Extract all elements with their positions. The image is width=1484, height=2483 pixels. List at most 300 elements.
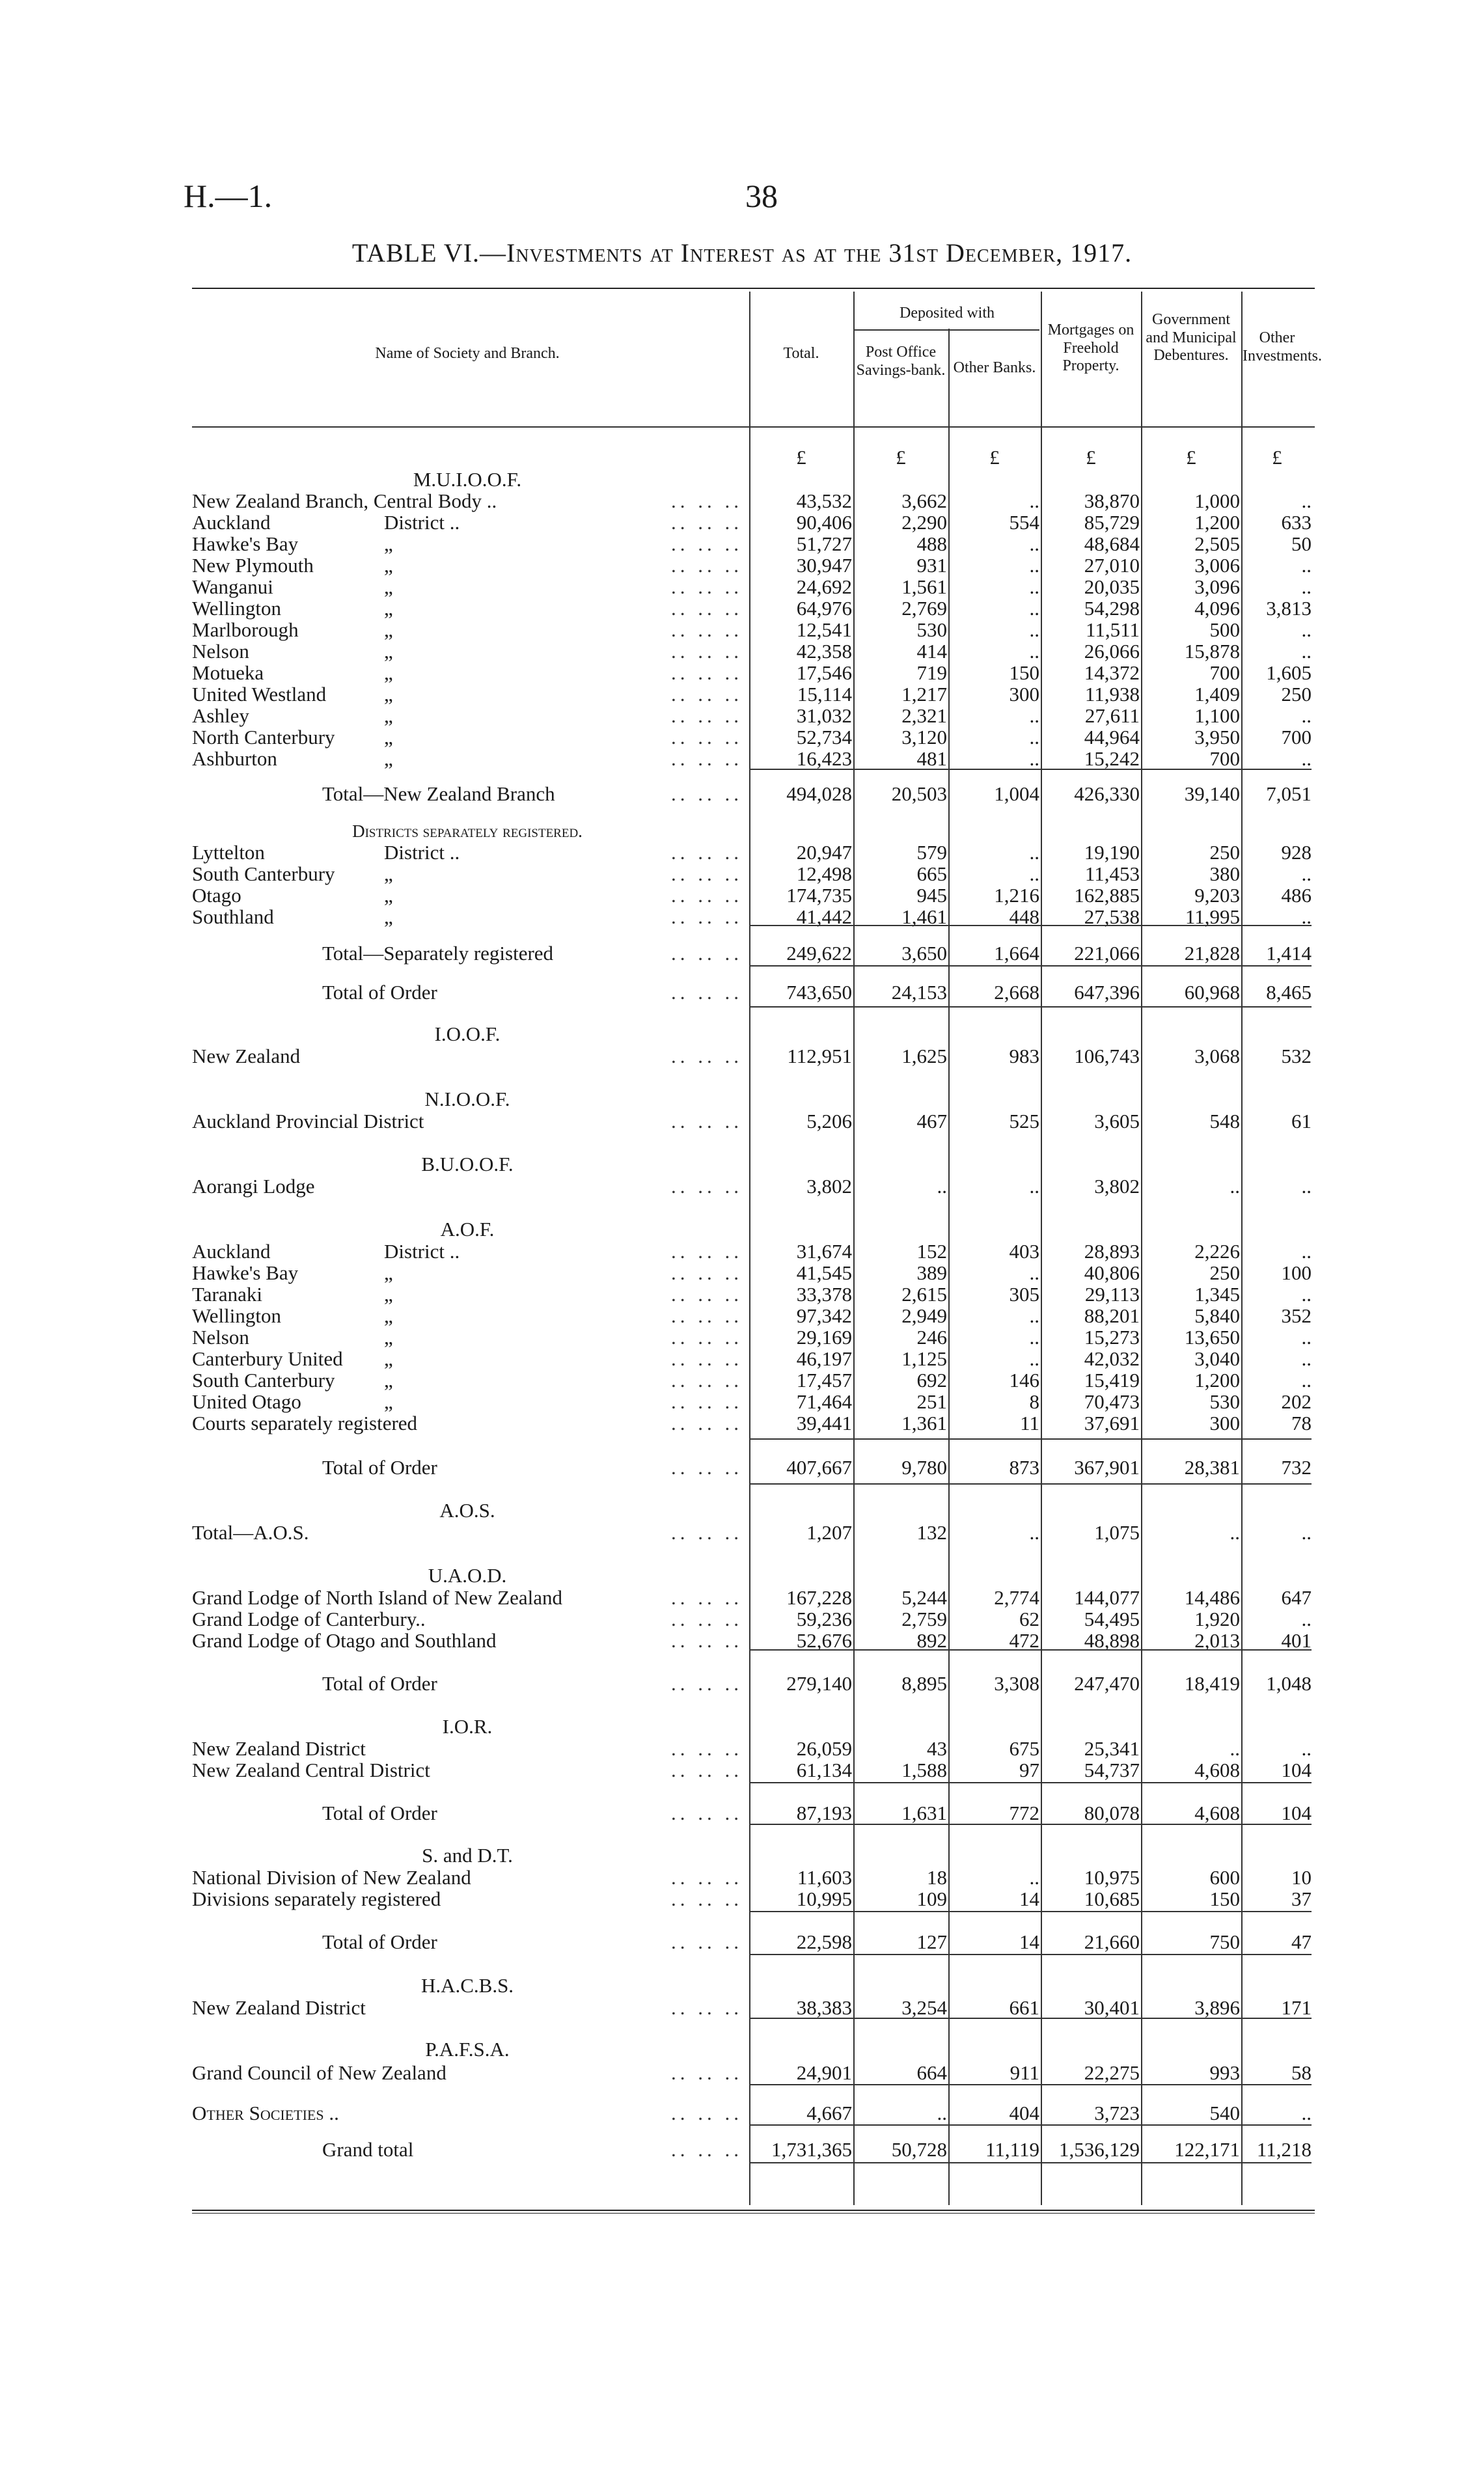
heading-text: I.O.O.F. xyxy=(434,1022,501,1045)
table-cell: 1,605 xyxy=(1266,661,1312,684)
leader-dots: .. .. .. xyxy=(671,511,743,534)
table-row xyxy=(192,842,1315,864)
table-row xyxy=(192,1262,1315,1284)
table-cell: 647 xyxy=(1281,1586,1312,1609)
table-cell: 17,546 xyxy=(796,661,852,684)
table-row xyxy=(192,1241,1315,1263)
table-cell: 3,802 xyxy=(806,1175,852,1198)
table-cell: 732 xyxy=(1281,1456,1312,1479)
heading-text: H.A.C.B.S. xyxy=(420,1974,514,1997)
table-cell: 2,759 xyxy=(901,1608,947,1630)
table-cell: 52,676 xyxy=(796,1629,852,1652)
table-row xyxy=(192,2102,1315,2124)
table-cell: 70,473 xyxy=(1084,1390,1140,1413)
table-cell: .. xyxy=(1230,1175,1240,1198)
table-cell: 14 xyxy=(1019,1930,1039,1953)
table-cell: .. xyxy=(1230,1737,1240,1760)
table-cell: 97,342 xyxy=(796,1304,852,1327)
table-cell: 692 xyxy=(916,1369,947,1392)
table-cell: 37,691 xyxy=(1084,1412,1140,1434)
table-row xyxy=(192,885,1315,907)
society-heading xyxy=(192,1153,1315,1175)
table-cell: .. xyxy=(1301,905,1312,928)
leader-dots: .. .. .. xyxy=(671,1304,743,1327)
table-cell: 305 xyxy=(1009,1283,1039,1306)
leader-dots: .. .. .. xyxy=(671,841,743,864)
table-cell: 250 xyxy=(1209,1261,1240,1284)
table-cell: 488 xyxy=(916,532,947,555)
table-cell: 109 xyxy=(916,1887,947,1910)
row-label: Auckland xyxy=(192,1240,271,1263)
table-cell: 16,423 xyxy=(796,747,852,770)
row-label: Motueka xyxy=(192,661,264,684)
table-cell: 1,414 xyxy=(1266,942,1312,965)
table-cell: .. xyxy=(1301,554,1312,577)
col-other: Other Investments. xyxy=(1243,329,1322,364)
row-label: Wellington xyxy=(192,1304,281,1327)
table-cell: 29,113 xyxy=(1084,1283,1140,1306)
sum-rule xyxy=(750,1438,1312,1440)
leader-dots: .. .. .. xyxy=(671,1521,743,1544)
table-cell: .. xyxy=(1029,841,1039,864)
leader-dots: .. .. .. xyxy=(671,1326,743,1349)
table-cell: 48,898 xyxy=(1084,1629,1140,1652)
col-total: Total. xyxy=(783,345,819,362)
table-cell: 48,684 xyxy=(1084,532,1140,555)
heading-text: U.A.O.D. xyxy=(428,1564,507,1587)
row-label: Ashburton xyxy=(192,747,277,770)
col-government: Government and Municipal Debentures. xyxy=(1146,311,1237,364)
table-cell: 24,692 xyxy=(796,575,852,598)
heading-text: N.I.O.O.F. xyxy=(424,1088,510,1110)
table-cell: .. xyxy=(937,2102,947,2124)
table-cell: 3,723 xyxy=(1094,2102,1140,2124)
table-cell: 743,650 xyxy=(786,981,852,1004)
leader-dots: .. .. .. xyxy=(671,1759,743,1781)
row-label: Wanganui xyxy=(192,575,273,598)
table-cell: 1,731,365 xyxy=(771,2138,852,2161)
table-cell: 530 xyxy=(916,618,947,641)
total-row xyxy=(192,1802,1315,1824)
row-label: South Canterbury xyxy=(192,1369,335,1392)
row-district: „ xyxy=(384,575,393,598)
society-heading xyxy=(192,1218,1315,1241)
sum-rule xyxy=(750,1782,1312,1783)
table-row xyxy=(192,1283,1315,1306)
table-cell: 750 xyxy=(1209,1930,1240,1953)
table-cell: 2,226 xyxy=(1194,1240,1240,1263)
leader-dots: .. .. .. xyxy=(671,2061,743,2084)
table-cell: 1,345 xyxy=(1194,1283,1240,1306)
table-row xyxy=(192,576,1315,598)
leader-dots: .. .. .. xyxy=(671,597,743,620)
table-row xyxy=(192,2062,1315,2084)
table-cell: 171 xyxy=(1281,1996,1312,2019)
table-row xyxy=(192,705,1315,727)
table-cell: .. xyxy=(1029,489,1039,512)
table-cell: 300 xyxy=(1009,683,1039,706)
row-district: „ xyxy=(384,618,393,641)
table-cell: .. xyxy=(1029,532,1039,555)
table-cell: 106,743 xyxy=(1074,1045,1140,1067)
table-cell: .. xyxy=(1029,862,1039,885)
table-cell: 1,200 xyxy=(1194,1369,1240,1392)
table-cell: 389 xyxy=(916,1261,947,1284)
table-cell: 152 xyxy=(916,1240,947,1263)
table-cell: 579 xyxy=(916,841,947,864)
leader-dots: .. .. .. xyxy=(671,1240,743,1263)
table-cell: 4,608 xyxy=(1194,1802,1240,1824)
table-cell: 1,200 xyxy=(1194,511,1240,534)
table-cell: 112,951 xyxy=(787,1045,852,1067)
leader-dots: .. .. .. xyxy=(671,1802,743,1824)
total-row xyxy=(192,1457,1315,1479)
table-cell: 39,140 xyxy=(1184,782,1240,805)
table-cell: 3,813 xyxy=(1266,597,1312,620)
table-cell: 31,674 xyxy=(796,1240,852,1263)
heading-text: B.U.O.O.F. xyxy=(421,1153,514,1175)
row-label: Aorangi Lodge xyxy=(192,1175,315,1198)
table-cell: .. xyxy=(1301,1283,1312,1306)
row-district: „ xyxy=(384,532,393,555)
table-cell: .. xyxy=(1301,618,1312,641)
table-cell: 401 xyxy=(1281,1629,1312,1652)
leader-dots: .. .. .. xyxy=(671,782,743,805)
table-cell: 246 xyxy=(916,1326,947,1349)
table-cell: 1,920 xyxy=(1194,1608,1240,1630)
table-cell: 2,769 xyxy=(901,597,947,620)
leader-dots: .. .. .. xyxy=(671,2138,743,2161)
table-cell: 3,254 xyxy=(901,1996,947,2019)
society-heading xyxy=(192,469,1315,491)
sum-rule xyxy=(750,2018,1312,2019)
sum-rule xyxy=(750,1824,1312,1825)
table-title-year: 1917. xyxy=(1070,238,1133,268)
table-row xyxy=(192,662,1315,684)
table-cell: .. xyxy=(1029,1175,1039,1198)
society-heading xyxy=(192,2038,1315,2061)
table-cell: 928 xyxy=(1281,841,1312,864)
table-cell: 54,495 xyxy=(1084,1608,1140,1630)
table-cell: 1,216 xyxy=(994,884,1039,907)
row-district: „ xyxy=(384,1369,393,1392)
unit-cell: £ xyxy=(1272,446,1282,469)
table-cell: 38,383 xyxy=(796,1996,852,2019)
table-row xyxy=(192,683,1315,706)
col-name: Name of Society and Branch. xyxy=(375,345,560,362)
row-label: Nelson xyxy=(192,640,249,663)
sum-rule xyxy=(750,1911,1312,1912)
table-cell: 5,840 xyxy=(1194,1304,1240,1327)
row-label: National Division of New Zealand xyxy=(192,1866,471,1889)
table-cell: 22,275 xyxy=(1084,2061,1140,2084)
table-cell: 29,169 xyxy=(796,1326,852,1349)
total-row xyxy=(192,942,1315,965)
table-row xyxy=(192,555,1315,577)
table-row xyxy=(192,1997,1315,2019)
table-cell: 33,378 xyxy=(796,1283,852,1306)
deposited-underline xyxy=(855,329,1039,331)
table-cell: 540 xyxy=(1209,2102,1240,2124)
table-cell: 279,140 xyxy=(786,1672,852,1695)
table-cell: 380 xyxy=(1209,862,1240,885)
table-cell: 554 xyxy=(1009,511,1039,534)
table-cell: 3,308 xyxy=(994,1672,1039,1695)
table-cell: 1,536,129 xyxy=(1059,2138,1140,2161)
table-cell: 5,206 xyxy=(806,1110,852,1132)
table-cell: .. xyxy=(937,1175,947,1198)
grand-total-row xyxy=(192,2139,1315,2161)
unit-cell: £ xyxy=(1086,446,1096,469)
society-heading xyxy=(192,1845,1315,1867)
table-cell: 27,010 xyxy=(1084,554,1140,577)
table-cell: 367,901 xyxy=(1074,1456,1140,1479)
table-cell: .. xyxy=(1029,640,1039,663)
table-cell: 2,615 xyxy=(901,1283,947,1306)
table-cell: 174,735 xyxy=(786,884,852,907)
row-district: „ xyxy=(384,597,393,620)
table-cell: 15,878 xyxy=(1184,640,1240,663)
leader-dots: .. .. .. xyxy=(671,1586,743,1609)
row-label: United Westland xyxy=(192,683,327,706)
table-cell: .. xyxy=(1301,575,1312,598)
table-cell: 407,667 xyxy=(786,1456,852,1479)
row-district: „ xyxy=(384,1326,393,1349)
table-cell: 21,660 xyxy=(1084,1930,1140,1953)
table-cell: 7,051 xyxy=(1266,782,1312,805)
table-cell: 426,330 xyxy=(1074,782,1140,805)
col-other-banks: Other Banks. xyxy=(953,359,1036,376)
row-label: Total of Order xyxy=(322,981,437,1004)
table-cell: 127 xyxy=(916,1930,947,1953)
table-cell: 144,077 xyxy=(1074,1586,1140,1609)
table-cell: 532 xyxy=(1281,1045,1312,1067)
table-cell: 41,442 xyxy=(796,905,852,928)
leader-dots: .. .. .. xyxy=(671,554,743,577)
leader-dots: .. .. .. xyxy=(671,1261,743,1284)
section-subheading xyxy=(192,820,1315,842)
table-cell: 44,964 xyxy=(1084,726,1140,748)
table-cell: 41,545 xyxy=(796,1261,852,1284)
table-cell: .. xyxy=(1301,1347,1312,1370)
leader-dots: .. .. .. xyxy=(671,1930,743,1953)
table-cell: 11,511 xyxy=(1086,618,1140,641)
leader-dots: .. .. .. xyxy=(671,1110,743,1132)
table-cell: 3,006 xyxy=(1194,554,1240,577)
table-cell: 26,066 xyxy=(1084,640,1140,663)
table-cell: 18 xyxy=(927,1866,947,1889)
table-row xyxy=(192,1888,1315,1910)
table-cell: 1,588 xyxy=(901,1759,947,1781)
table-cell: 1,075 xyxy=(1094,1521,1140,1544)
leader-dots: .. .. .. xyxy=(671,683,743,706)
heading-text: A.O.S. xyxy=(439,1499,495,1522)
row-label: United Otago xyxy=(192,1390,301,1413)
table-cell: 2,774 xyxy=(994,1586,1039,1609)
table-cell: 162,885 xyxy=(1074,884,1140,907)
table-cell: 3,662 xyxy=(901,489,947,512)
table-cell: 54,298 xyxy=(1084,597,1140,620)
leader-dots: .. .. .. xyxy=(671,661,743,684)
table-cell: .. xyxy=(1301,489,1312,512)
table-cell: 132 xyxy=(916,1521,947,1544)
table-row xyxy=(192,1587,1315,1609)
table-cell: 9,780 xyxy=(901,1456,947,1479)
row-district: „ xyxy=(384,884,393,907)
table-row xyxy=(192,1348,1315,1370)
leader-dots: .. .. .. xyxy=(671,1175,743,1198)
table-cell: 500 xyxy=(1209,618,1240,641)
table-cell: 15,419 xyxy=(1084,1369,1140,1392)
leader-dots: .. .. .. xyxy=(671,862,743,885)
table-cell: 40,806 xyxy=(1084,1261,1140,1284)
page-number: 38 xyxy=(745,178,778,214)
society-heading xyxy=(192,1500,1315,1522)
row-label: North Canterbury xyxy=(192,726,335,748)
table-cell: 931 xyxy=(916,554,947,577)
row-label: New Zealand District xyxy=(192,1737,366,1760)
table-cell: 3,802 xyxy=(1094,1175,1140,1198)
table-cell: 42,358 xyxy=(796,640,852,663)
row-district: „ xyxy=(384,554,393,577)
table-cell: 4,608 xyxy=(1194,1759,1240,1781)
sum-rule xyxy=(750,965,1312,967)
table-cell: 5,244 xyxy=(901,1586,947,1609)
table-cell: 700 xyxy=(1281,726,1312,748)
table-cell: 1,561 xyxy=(901,575,947,598)
table-cell: 14 xyxy=(1019,1887,1039,1910)
table-cell: 892 xyxy=(916,1629,947,1652)
table-cell: .. xyxy=(1029,1304,1039,1327)
table-cell: 12,541 xyxy=(796,618,852,641)
table-title xyxy=(0,238,1484,268)
table-cell: 15,242 xyxy=(1084,747,1140,770)
table-cell: .. xyxy=(1029,726,1039,748)
heading-text: P.A.F.S.A. xyxy=(425,2038,510,2061)
society-heading xyxy=(192,1023,1315,1045)
bottom-rule-thin xyxy=(192,2213,1315,2214)
table-row xyxy=(192,726,1315,748)
table-cell: 20,947 xyxy=(796,841,852,864)
table-cell: .. xyxy=(1301,1521,1312,1544)
table-cell: 414 xyxy=(916,640,947,663)
total-row xyxy=(192,1931,1315,1953)
table-cell: 221,066 xyxy=(1074,942,1140,965)
row-label: Auckland Provincial District xyxy=(192,1110,424,1132)
table-cell: 146 xyxy=(1009,1369,1039,1392)
row-label: New Plymouth xyxy=(192,554,314,577)
table-cell: 122,171 xyxy=(1174,2138,1240,2161)
table-cell: 873 xyxy=(1009,1456,1039,1479)
table-cell: 675 xyxy=(1009,1737,1039,1760)
table-cell: 2,949 xyxy=(901,1304,947,1327)
society-heading xyxy=(192,1088,1315,1110)
total-row xyxy=(192,783,1315,805)
table-cell: 11,938 xyxy=(1084,683,1140,706)
table-cell: .. xyxy=(1301,640,1312,663)
table-cell: 2,321 xyxy=(901,704,947,727)
table-cell: 12,498 xyxy=(796,862,852,885)
unit-cell: £ xyxy=(796,446,806,469)
row-district: „ xyxy=(384,661,393,684)
row-label: Auckland xyxy=(192,511,271,534)
table-cell: 3,040 xyxy=(1194,1347,1240,1370)
table-cell: 85,729 xyxy=(1084,511,1140,534)
row-label: Total of Order xyxy=(322,1802,437,1824)
table-cell: 59,236 xyxy=(796,1608,852,1630)
table-cell: 64,976 xyxy=(796,597,852,620)
table-cell: .. xyxy=(1029,1326,1039,1349)
table-cell: .. xyxy=(1301,862,1312,885)
table-row xyxy=(192,1608,1315,1630)
table-cell: 97 xyxy=(1019,1759,1039,1781)
table-cell: 3,896 xyxy=(1194,1996,1240,2019)
table-cell: 46,197 xyxy=(796,1347,852,1370)
table-cell: .. xyxy=(1301,704,1312,727)
table-cell: 150 xyxy=(1209,1887,1240,1910)
table-cell: 30,401 xyxy=(1084,1996,1140,2019)
table-row xyxy=(192,1867,1315,1889)
leader-dots: .. .. .. xyxy=(671,1390,743,1413)
table-cell: .. xyxy=(1029,1866,1039,1889)
leader-dots: .. .. .. xyxy=(671,1887,743,1910)
table-cell: 3,120 xyxy=(901,726,947,748)
row-district: „ xyxy=(384,704,393,727)
table-cell: 494,028 xyxy=(786,782,852,805)
row-label: New Zealand xyxy=(192,1045,301,1067)
sum-rule xyxy=(750,1649,1312,1651)
table-cell: 481 xyxy=(916,747,947,770)
table-cell: 26,059 xyxy=(796,1737,852,1760)
row-district: „ xyxy=(384,1347,393,1370)
leader-dots: .. .. .. xyxy=(671,1629,743,1652)
table-title-prefix: TABLE VI.— xyxy=(351,238,507,268)
table-cell: 62 xyxy=(1019,1608,1039,1630)
leader-dots: .. .. .. xyxy=(671,489,743,512)
table-cell: 54,737 xyxy=(1084,1759,1140,1781)
table-cell: 20,035 xyxy=(1084,575,1140,598)
table-cell: 30,947 xyxy=(796,554,852,577)
table-cell: 8,465 xyxy=(1266,981,1312,1004)
table-cell: 10,685 xyxy=(1084,1887,1140,1910)
table-cell: 486 xyxy=(1281,884,1312,907)
row-district: „ xyxy=(384,1390,393,1413)
row-label: New Zealand Branch, Central Body .. xyxy=(192,489,497,512)
unit-cell: £ xyxy=(896,446,906,469)
row-label: Total of Order xyxy=(322,1672,437,1695)
row-label: Taranaki xyxy=(192,1283,262,1306)
row-label: Total of Order xyxy=(322,1930,437,1953)
table-cell: 80,078 xyxy=(1084,1802,1140,1824)
table-cell: 11,603 xyxy=(797,1866,852,1889)
row-district: „ xyxy=(384,683,393,706)
table-cell: 3,068 xyxy=(1194,1045,1240,1067)
table-cell: 22,598 xyxy=(796,1930,852,1953)
sum-rule xyxy=(750,2162,1312,2163)
leader-dots: .. .. .. xyxy=(671,747,743,770)
table-cell: 52,734 xyxy=(796,726,852,748)
table-cell: 772 xyxy=(1009,1802,1039,1824)
table-cell: 352 xyxy=(1281,1304,1312,1327)
table-cell: 472 xyxy=(1009,1629,1039,1652)
table-cell: 14,486 xyxy=(1184,1586,1240,1609)
table-cell: 10 xyxy=(1291,1866,1312,1889)
table-cell: .. xyxy=(1029,704,1039,727)
table-cell: 4,667 xyxy=(806,2102,852,2124)
row-district: „ xyxy=(384,1283,393,1306)
table-cell: 3,096 xyxy=(1194,575,1240,598)
table-cell: 993 xyxy=(1209,2061,1240,2084)
